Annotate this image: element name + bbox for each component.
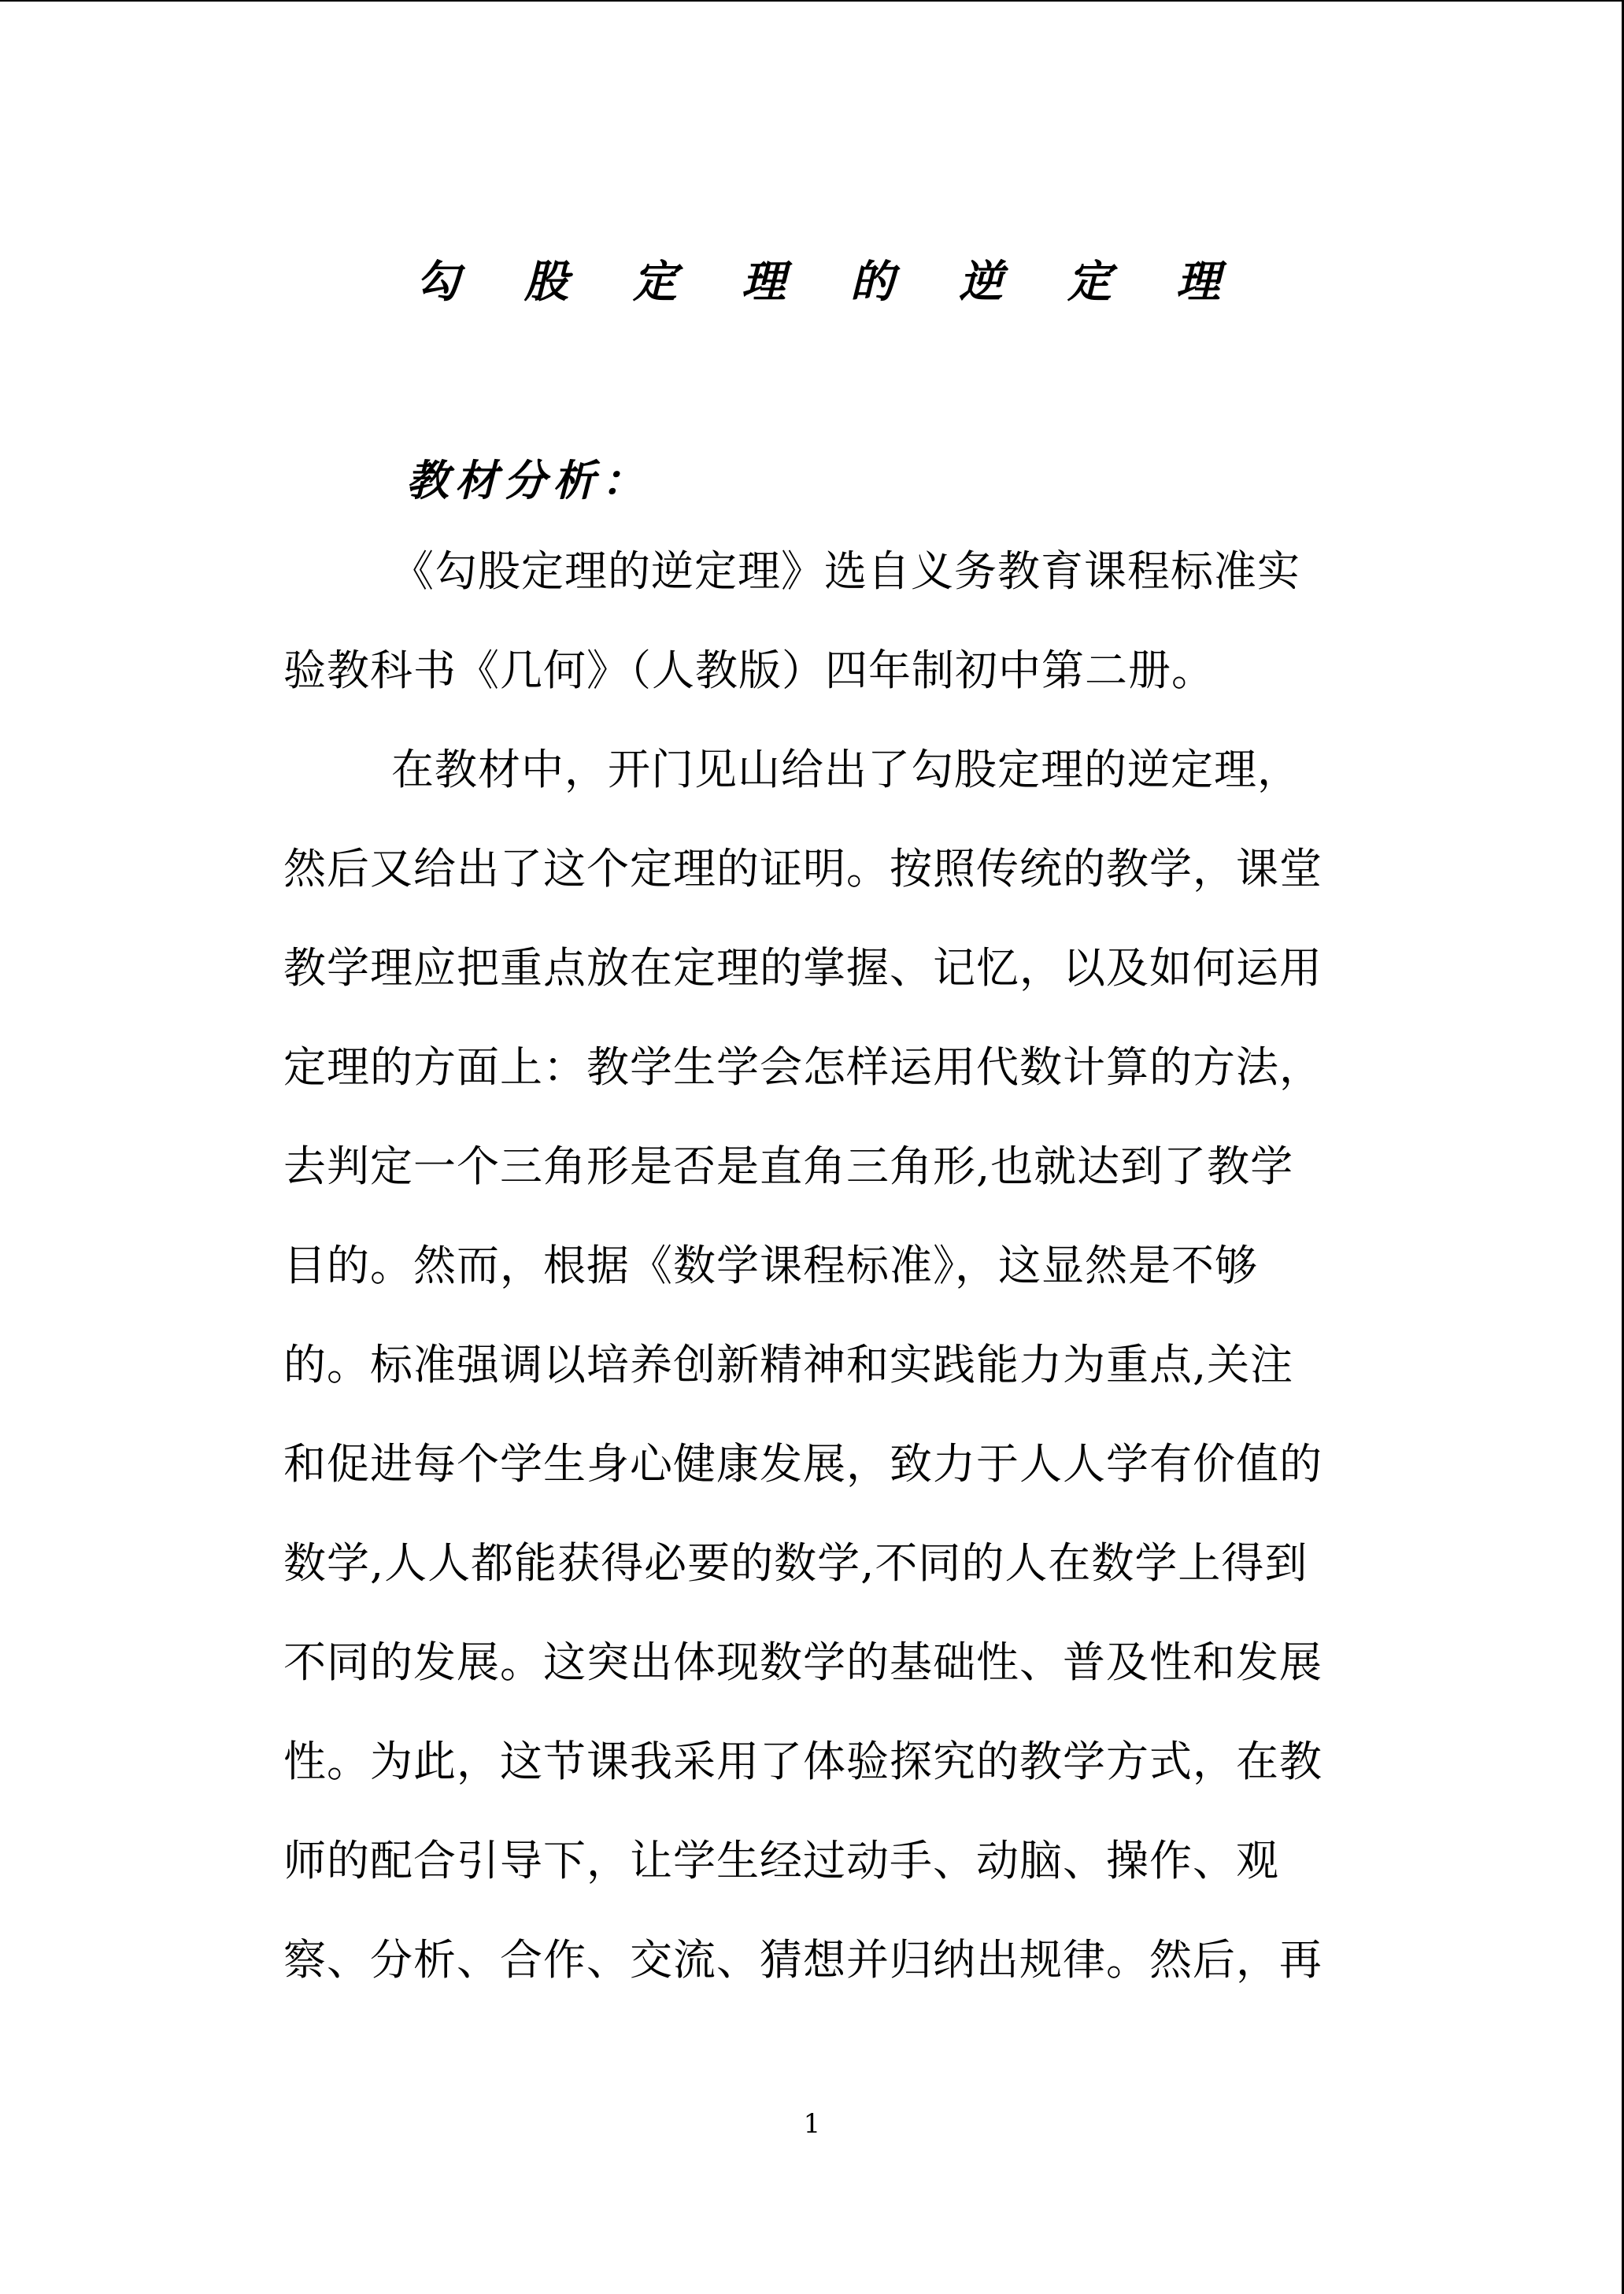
text-line: 的。标准强调以培养创新精神和实践能力为重点,关注 xyxy=(283,1340,1294,1389)
text-line: 和促进每个学生身心健康发展，致力于人人学有价值的 xyxy=(283,1439,1323,1489)
text-line: 师的配合引导下，让学生经过动手、动脑、操作、观 xyxy=(283,1836,1279,1885)
text-line: 在教材中，开门见山给出了勾股定理的逆定理， xyxy=(391,745,1300,794)
document-title: 勾股定理的逆定理 xyxy=(416,256,1285,308)
text-line: 去判定一个三角形是否是直角三角形,也就达到了教学 xyxy=(283,1141,1294,1191)
section-heading: 教材分析： xyxy=(406,455,650,505)
text-line: 定理的方面上：教学生学会怎样运用代数计算的方法， xyxy=(283,1042,1323,1092)
text-line: 然后又给出了这个定理的证明。按照传统的教学，课堂 xyxy=(283,844,1323,894)
text-line: 数学,人人都能获得必要的数学,不同的人在数学上得到 xyxy=(283,1538,1308,1588)
text-line: 不同的发展。这突出体现数学的基础性、普及性和发展 xyxy=(283,1637,1323,1687)
text-line: 《勾股定理的逆定理》选自义务教育课程标准实 xyxy=(391,546,1300,596)
text-line: 察、分析、合作、交流、猜想并归纳出规律。然后，再 xyxy=(283,1935,1323,1985)
text-line: 教学理应把重点放在定理的掌握、记忆，以及如何运用 xyxy=(283,943,1323,993)
page-number: 1 xyxy=(803,2108,821,2140)
text-line: 验教科书《几何》（人教版）四年制初中第二册。 xyxy=(283,646,1215,695)
page-border-top xyxy=(0,0,1624,2)
text-line: 性。为此，这节课我采用了体验探究的教学方式，在教 xyxy=(283,1737,1323,1786)
text-line: 目的。然而，根据《数学课程标准》，这显然是不够 xyxy=(283,1241,1258,1290)
